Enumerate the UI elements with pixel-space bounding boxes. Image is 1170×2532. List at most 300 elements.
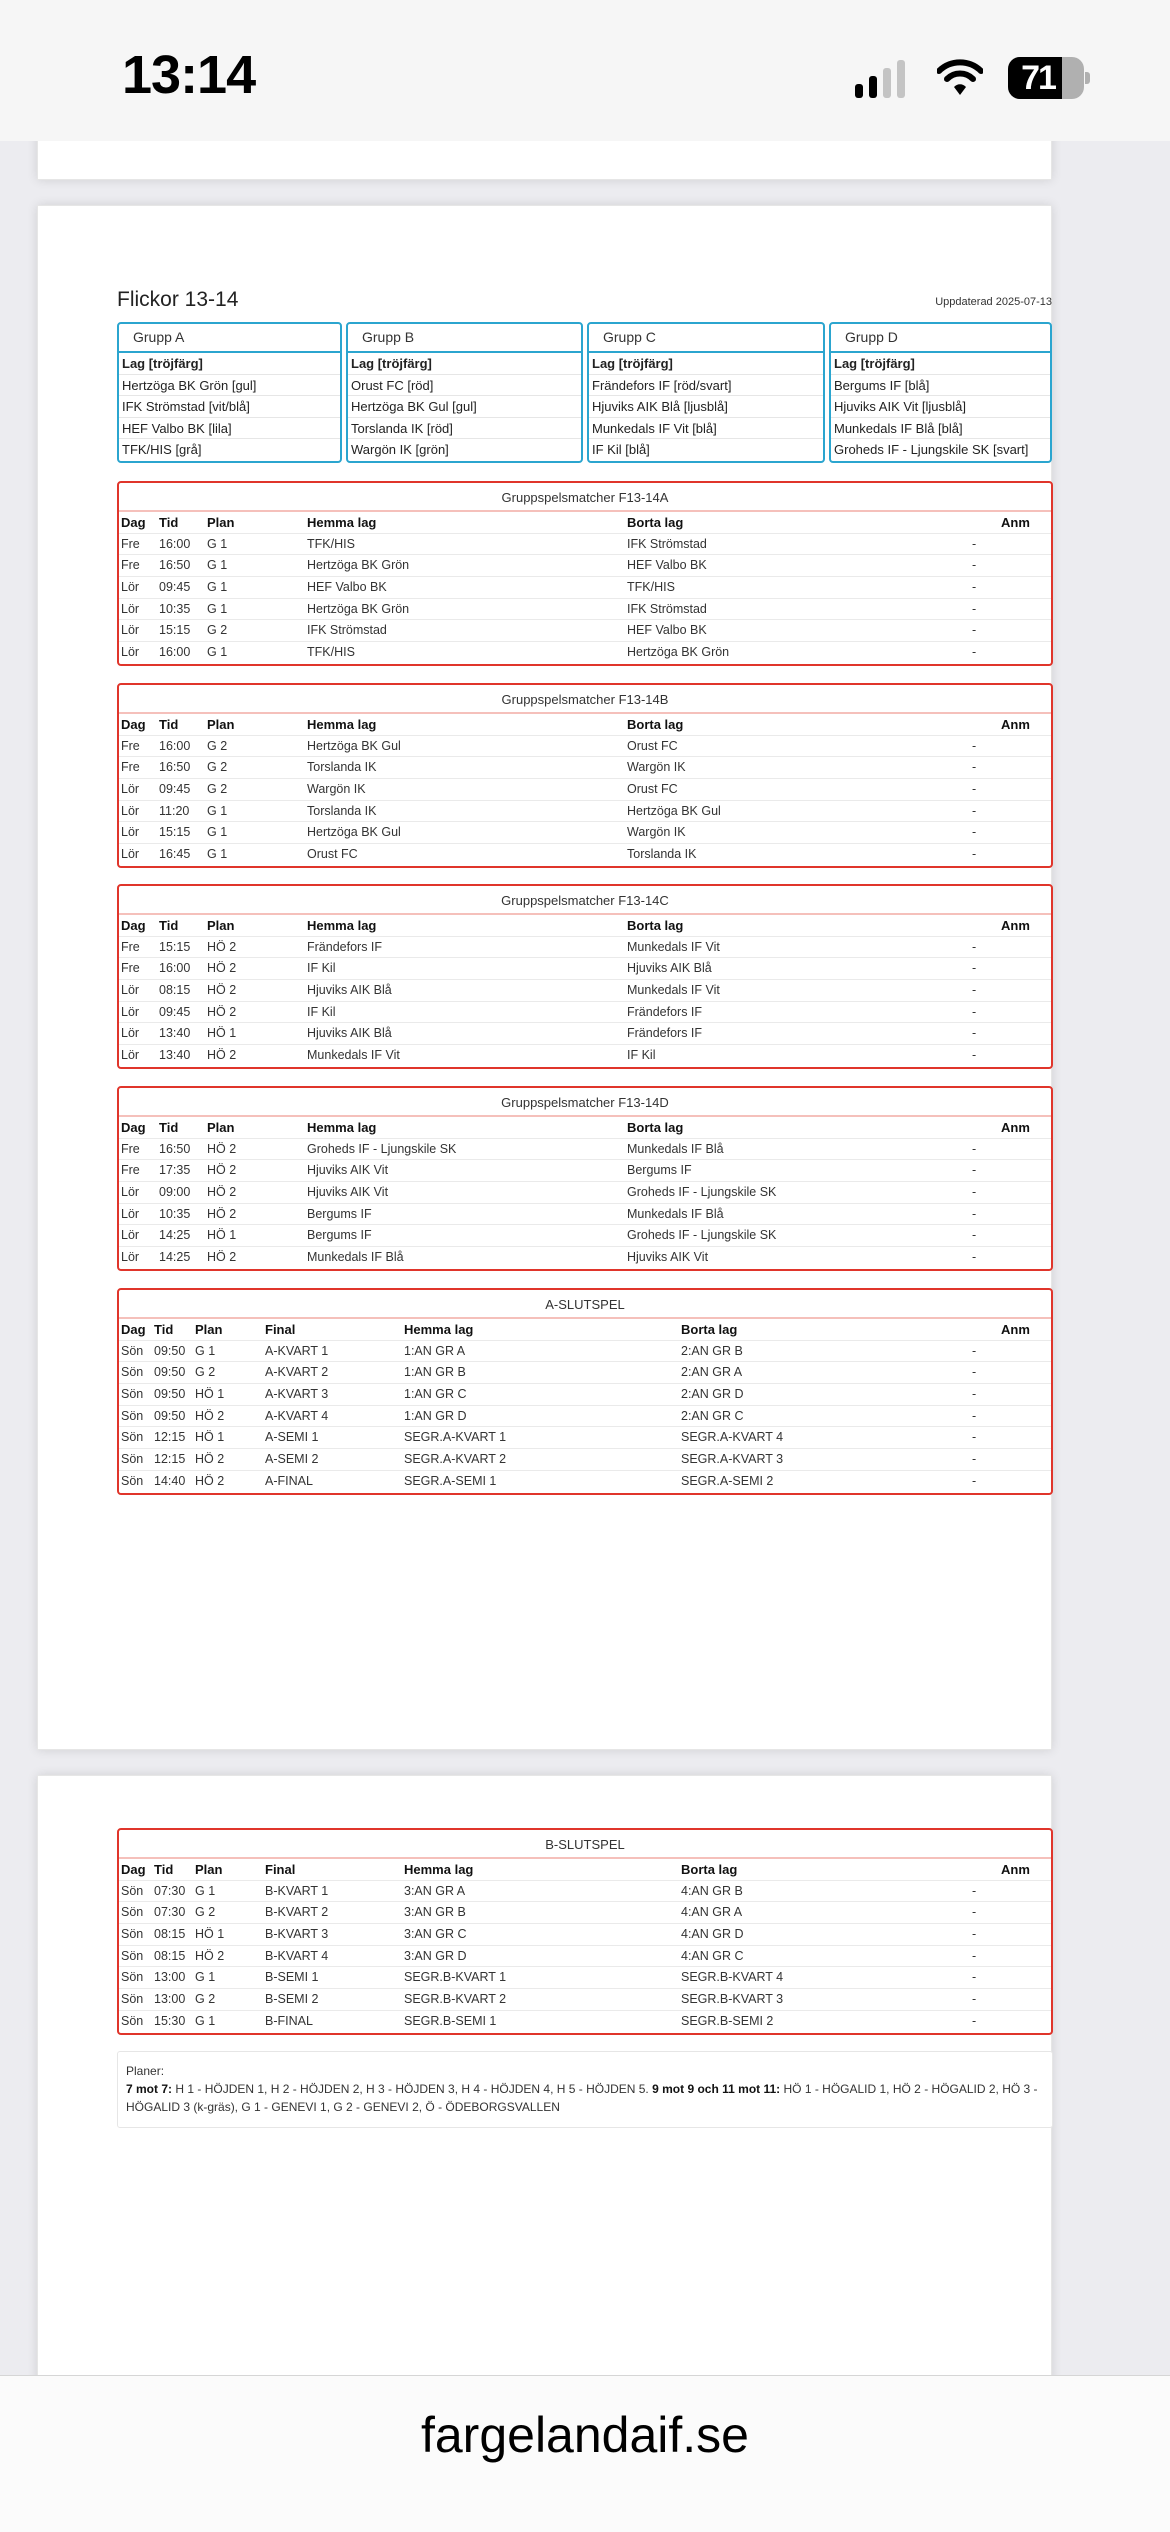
table-row [119, 1341, 1051, 1363]
table-cell: Wargön IK [307, 782, 366, 797]
table-cell: Hertzöga BK Grön [307, 558, 410, 573]
table-cell: HEF Valbo BK [627, 558, 707, 573]
group-team: Hjuviks AIK Blå [ljusblå] [589, 396, 823, 418]
table-cell: Fre [121, 558, 140, 573]
table-cell: G 1 [207, 536, 228, 551]
table-row [119, 1023, 1051, 1045]
column-header: Tid [159, 1120, 179, 1135]
table-cell: 2:AN GR C [681, 1408, 744, 1423]
table-row [119, 534, 1051, 556]
table-cell: Fre [121, 961, 140, 976]
table-cell: Munkedals IF Vit [627, 983, 720, 998]
table-cell: SEGR.A-KVART 2 [404, 1452, 507, 1467]
document-title: Flickor 13-14 [117, 288, 239, 311]
table-cell: 12:15 [154, 1452, 186, 1467]
column-header: Anm [1001, 1862, 1030, 1877]
table-cell: - [972, 536, 977, 551]
table-cell: Lör [121, 1004, 140, 1019]
table-row [119, 1449, 1051, 1471]
table-cell: SEGR.B-KVART 4 [681, 1970, 784, 1985]
table-cell: Groheds IF - Ljungskile SK [627, 1185, 777, 1200]
table-cell: TFK/HIS [307, 536, 355, 551]
table-cell: G 1 [195, 1343, 216, 1358]
table-cell: Munkedals IF Blå [627, 1141, 724, 1156]
table-row [119, 1989, 1051, 2011]
table-cell: Sön [121, 1948, 144, 1963]
group-team: Hjuviks AIK Vit [ljusblå] [831, 396, 1050, 418]
table-cell: 09:45 [159, 580, 191, 595]
table-cell: - [972, 1948, 977, 1963]
table-cell: Fre [121, 760, 140, 775]
table-row [119, 1427, 1051, 1449]
table-cell: G 2 [207, 760, 228, 775]
table-cell: Sön [121, 1927, 144, 1942]
group-name: Grupp B [348, 324, 581, 353]
table-cell: A-KVART 3 [265, 1387, 329, 1402]
table-cell: B-KVART 4 [265, 1948, 329, 1963]
table-cell: HÖ 2 [207, 961, 237, 976]
table-title: A-SLUTSPEL [119, 1290, 1051, 1319]
table-cell: G 2 [207, 623, 228, 638]
group-name: Grupp D [831, 324, 1050, 353]
table-cell: - [972, 1185, 977, 1200]
group-team: Torslanda IK [röd] [348, 418, 581, 440]
column-header: Plan [195, 1322, 223, 1337]
group-team: Frändefors IF [röd/svart] [589, 375, 823, 397]
table-cell: - [972, 580, 977, 595]
table-row [119, 1204, 1051, 1226]
table-cell: - [972, 939, 977, 954]
table-cell: HÖ 2 [207, 1185, 237, 1200]
browser-address-bar[interactable] [0, 2375, 1170, 2532]
table-cell: 4:AN GR B [681, 1883, 743, 1898]
table-cell: Torslanda IK [307, 760, 377, 775]
table-cell: HÖ 2 [207, 1206, 237, 1221]
table-cell: - [972, 1992, 977, 2007]
table-row [119, 1225, 1051, 1247]
table-cell: Hertzöga BK Grön [627, 645, 730, 660]
table-cell: HÖ 2 [207, 1004, 237, 1019]
table-cell: Sön [121, 1970, 144, 1985]
table-cell: G 1 [195, 1970, 216, 1985]
table-cell: - [972, 1387, 977, 1402]
table-cell: 2:AN GR A [681, 1365, 743, 1380]
table-cell: HÖ 2 [207, 1250, 237, 1265]
table-cell: A-KVART 2 [265, 1365, 329, 1380]
table-cell: 1:AN GR D [404, 1408, 467, 1423]
table-cell: 16:00 [159, 961, 191, 976]
table-cell: 1:AN GR C [404, 1387, 467, 1402]
column-header: Borta lag [627, 1120, 684, 1135]
table-cell: Fre [121, 1163, 140, 1178]
table-cell: HÖ 1 [195, 1430, 225, 1445]
column-header: Dag [121, 1862, 146, 1877]
table-row [119, 2011, 1051, 2033]
table-cell: IF Kil [307, 961, 336, 976]
table-cell: IF Kil [627, 1048, 656, 1063]
table-cell: - [972, 601, 977, 616]
playoff-table [117, 1288, 1053, 1495]
table-row [119, 801, 1051, 823]
planer-seven-text: H 1 - HÖJDEN 1, H 2 - HÖJDEN 2, H 3 - HÖJDEN 3, H 4 - HÖJDEN 4, H 5 - HÖJDEN 5. [172, 2082, 653, 2096]
table-cell: Lör [121, 1185, 140, 1200]
column-header: Hemma lag [404, 1322, 474, 1337]
table-cell: - [972, 803, 977, 818]
table-cell: Torslanda IK [307, 803, 377, 818]
planer-nine-text: HÖ 1 - HÖGALID 1, HÖ 2 - HÖGALID 2, HÖ 3 - HÖGALID 3 (k-gräs), G 1 - GENEVI 1, G 2 - GENEVI 2, Ö - ÖDEBORGSVALLEN [126, 2082, 1038, 2114]
table-cell: Lör [121, 1250, 140, 1265]
table-cell: SEGR.A-KVART 3 [681, 1452, 784, 1467]
table-cell: Hjuviks AIK Vit [307, 1185, 389, 1200]
table-cell: 4:AN GR A [681, 1905, 743, 1920]
table-cell: - [972, 1004, 977, 1019]
table-cell: 3:AN GR A [404, 1883, 466, 1898]
status-bar [0, 0, 1170, 141]
table-cell: - [972, 1228, 977, 1243]
table-cell: IFK Strömstad [307, 623, 387, 638]
group-box [346, 322, 583, 463]
table-cell: SEGR.A-KVART 1 [404, 1430, 507, 1445]
table-cell: - [972, 1905, 977, 1920]
table-cell: HÖ 1 [207, 1228, 237, 1243]
column-header: Dag [121, 1120, 146, 1135]
table-cell: Sön [121, 1452, 144, 1467]
column-header: Plan [207, 918, 235, 933]
table-cell: G 1 [207, 645, 228, 660]
column-header: Dag [121, 1322, 146, 1337]
table-cell: 08:15 [154, 1927, 186, 1942]
table-cell: Fre [121, 536, 140, 551]
table-cell: HEF Valbo BK [307, 580, 387, 595]
table-cell: G 1 [207, 601, 228, 616]
table-row [119, 555, 1051, 577]
group-match-table [117, 1086, 1053, 1271]
table-cell: Sön [121, 1408, 144, 1423]
table-cell: 1:AN GR B [404, 1365, 466, 1380]
table-cell: Lör [121, 580, 140, 595]
table-cell: - [972, 1026, 977, 1041]
status-time: 13:14 [122, 45, 256, 105]
table-row [119, 958, 1051, 980]
table-row [119, 1946, 1051, 1968]
table-cell: 2:AN GR D [681, 1387, 744, 1402]
table-cell: G 2 [207, 738, 228, 753]
table-cell: A-FINAL [265, 1473, 313, 1488]
table-row [119, 1002, 1051, 1024]
table-cell: - [972, 782, 977, 797]
table-cell: Lör [121, 623, 140, 638]
table-cell: - [972, 645, 977, 660]
group-team: IF Kil [blå] [592, 442, 650, 457]
table-cell: - [972, 1430, 977, 1445]
table-cell: Lör [121, 825, 140, 840]
table-cell: 3:AN GR B [404, 1905, 466, 1920]
table-cell: - [972, 961, 977, 976]
table-cell: 16:00 [159, 645, 191, 660]
table-cell: B-KVART 1 [265, 1883, 329, 1898]
table-cell: HEF Valbo BK [627, 623, 707, 638]
group-team: Hertzöga BK Grön [gul] [119, 375, 340, 397]
table-cell: SEGR.B-SEMI 1 [404, 2013, 497, 2028]
table-cell: 1:AN GR A [404, 1343, 466, 1358]
table-cell: - [972, 1343, 977, 1358]
battery-level: 71 [1021, 59, 1055, 97]
group-team: Orust FC [röd] [348, 375, 581, 397]
group-name: Grupp A [119, 324, 340, 353]
column-header: Hemma lag [307, 515, 377, 530]
table-cell: Groheds IF - Ljungskile SK [627, 1228, 777, 1243]
column-header: Borta lag [627, 717, 684, 732]
table-cell: G 2 [195, 1905, 216, 1920]
table-cell: - [972, 558, 977, 573]
column-header: Plan [207, 717, 235, 732]
table-cell: 13:40 [159, 1048, 191, 1063]
group-team: Wargön IK [grön] [351, 442, 449, 457]
table-cell: Groheds IF - Ljungskile SK [307, 1141, 457, 1156]
table-row [119, 642, 1051, 664]
table-cell: - [972, 2013, 977, 2028]
table-cell: 09:50 [154, 1408, 186, 1423]
table-cell: - [972, 1206, 977, 1221]
column-header: Hemma lag [307, 717, 377, 732]
table-cell: Lör [121, 1206, 140, 1221]
column-header: Tid [154, 1862, 174, 1877]
table-cell: 13:00 [154, 1970, 186, 1985]
table-cell: Munkedals IF Vit [627, 939, 720, 954]
group-match-table [117, 481, 1053, 666]
table-cell: - [972, 1408, 977, 1423]
table-cell: IFK Strömstad [627, 601, 707, 616]
url-text[interactable]: fargelandaif.se [420, 2407, 749, 2463]
playoff-table [117, 1828, 1053, 2035]
group-box [117, 322, 342, 463]
table-cell: Sön [121, 1387, 144, 1402]
table-cell: G 1 [207, 825, 228, 840]
table-cell: Munkedals IF Blå [307, 1250, 404, 1265]
table-cell: - [972, 1970, 977, 1985]
table-cell: 15:15 [159, 939, 191, 954]
table-row [119, 1045, 1051, 1067]
table-cell: 09:50 [154, 1365, 186, 1380]
table-cell: Orust FC [627, 782, 678, 797]
table-cell: 16:50 [159, 558, 191, 573]
table-cell: Hjuviks AIK Blå [307, 1026, 392, 1041]
table-cell: Orust FC [627, 738, 678, 753]
table-row [119, 1160, 1051, 1182]
table-row [119, 937, 1051, 959]
table-cell: 4:AN GR D [681, 1927, 744, 1942]
group-team: Groheds IF - Ljungskile SK [svart] [834, 442, 1029, 457]
table-cell: Frändefors IF [307, 939, 383, 954]
table-row [119, 844, 1051, 866]
table-cell: G 1 [195, 1883, 216, 1898]
table-cell: 3:AN GR C [404, 1927, 467, 1942]
table-cell: 14:40 [154, 1473, 186, 1488]
table-cell: SEGR.A-SEMI 2 [681, 1473, 774, 1488]
table-cell: 15:15 [159, 623, 191, 638]
table-header-row [119, 915, 1051, 937]
table-cell: - [972, 623, 977, 638]
table-cell: 10:35 [159, 1206, 191, 1221]
table-cell: - [972, 983, 977, 998]
column-header: Hemma lag [307, 1120, 377, 1135]
table-row [119, 1924, 1051, 1946]
table-cell: IFK Strömstad [627, 536, 707, 551]
group-column-header: Lag [tröjfärg] [589, 353, 823, 375]
column-header: Tid [159, 515, 179, 530]
table-row [119, 620, 1051, 642]
table-cell: Lör [121, 645, 140, 660]
group-team: Munkedals IF Vit [blå] [589, 418, 823, 440]
table-cell: Frändefors IF [627, 1004, 703, 1019]
table-header-row [119, 512, 1051, 534]
table-cell: 07:30 [154, 1883, 186, 1898]
table-cell: Orust FC [307, 847, 358, 862]
table-cell: 12:15 [154, 1430, 186, 1445]
table-cell: 13:00 [154, 1992, 186, 2007]
table-row [119, 1471, 1051, 1493]
table-cell: Hjuviks AIK Blå [307, 983, 392, 998]
table-cell: HÖ 1 [207, 1026, 237, 1041]
column-header: Final [265, 1322, 296, 1337]
table-cell: - [972, 1141, 977, 1156]
column-header: Tid [159, 717, 179, 732]
table-cell: 16:45 [159, 847, 191, 862]
column-header: Anm [1001, 717, 1030, 732]
table-row [119, 1247, 1051, 1269]
group-team: Munkedals IF Blå [blå] [831, 418, 1050, 440]
table-cell: - [972, 847, 977, 862]
cellular-signal-icon [855, 58, 907, 98]
table-cell: G 2 [207, 782, 228, 797]
column-header: Borta lag [681, 1322, 738, 1337]
table-cell: 08:15 [159, 983, 191, 998]
table-cell: B-SEMI 2 [265, 1992, 319, 2007]
group-name: Grupp C [589, 324, 823, 353]
table-row [119, 822, 1051, 844]
table-cell: TFK/HIS [307, 645, 355, 660]
table-title: Gruppspelsmatcher F13-14A [119, 483, 1051, 512]
column-header: Anm [1001, 1322, 1030, 1337]
table-cell: - [972, 1452, 977, 1467]
column-header: Plan [207, 515, 235, 530]
group-match-table [117, 884, 1053, 1069]
table-cell: HÖ 2 [207, 1141, 237, 1156]
table-cell: 16:50 [159, 1141, 191, 1156]
table-cell: 10:35 [159, 601, 191, 616]
table-row [119, 757, 1051, 779]
table-cell: A-KVART 4 [265, 1408, 329, 1423]
table-cell: - [972, 1163, 977, 1178]
column-header: Anm [1001, 1120, 1030, 1135]
column-header: Tid [154, 1322, 174, 1337]
table-row [119, 736, 1051, 758]
table-cell: 09:50 [154, 1387, 186, 1402]
table-cell: HÖ 2 [207, 983, 237, 998]
table-cell: Bergums IF [307, 1228, 372, 1243]
table-cell: IF Kil [307, 1004, 336, 1019]
table-cell: - [972, 825, 977, 840]
table-cell: Lör [121, 847, 140, 862]
table-cell: Fre [121, 939, 140, 954]
table-cell: G 1 [207, 847, 228, 862]
column-header: Borta lag [681, 1862, 738, 1877]
table-cell: Munkedals IF Vit [307, 1048, 400, 1063]
group-team: Hertzöga BK Gul [gul] [348, 396, 581, 418]
table-row [119, 1182, 1051, 1204]
table-title: B-SLUTSPEL [119, 1830, 1051, 1859]
table-cell: SEGR.B-KVART 3 [681, 1992, 784, 2007]
column-header: Plan [195, 1862, 223, 1877]
table-cell: - [972, 760, 977, 775]
table-cell: HÖ 2 [207, 1163, 237, 1178]
table-cell: G 1 [207, 803, 228, 818]
table-cell: A-KVART 1 [265, 1343, 329, 1358]
table-row [119, 1362, 1051, 1384]
column-header: Tid [159, 918, 179, 933]
table-cell: A-SEMI 1 [265, 1430, 319, 1445]
table-cell: SEGR.B-SEMI 2 [681, 2013, 774, 2028]
table-cell: 2:AN GR B [681, 1343, 743, 1358]
table-cell: 16:00 [159, 536, 191, 551]
table-cell: SEGR.B-KVART 1 [404, 1970, 507, 1985]
updated-date: Uppdaterad 2025-07-13 [935, 296, 1052, 308]
table-cell: Sön [121, 1992, 144, 2007]
table-cell: HÖ 2 [195, 1408, 225, 1423]
table-row [119, 577, 1051, 599]
table-cell: 11:20 [159, 803, 190, 818]
table-cell: G 1 [195, 2013, 216, 2028]
planer-label: Planer: [126, 2064, 165, 2078]
table-cell: SEGR.A-SEMI 1 [404, 1473, 497, 1488]
table-cell: HÖ 2 [207, 1048, 237, 1063]
table-cell: - [972, 1473, 977, 1488]
table-cell: 09:45 [159, 1004, 191, 1019]
group-column-header: Lag [tröjfärg] [831, 353, 1050, 375]
table-row [119, 1139, 1051, 1161]
group-match-table [117, 683, 1053, 868]
table-header-row [119, 1117, 1051, 1139]
column-header: Anm [1001, 918, 1030, 933]
column-header: Dag [121, 918, 146, 933]
table-cell: Hjuviks AIK Vit [627, 1250, 709, 1265]
table-cell: Hjuviks AIK Blå [627, 961, 712, 976]
table-cell: HÖ 2 [195, 1452, 225, 1467]
group-team: HEF Valbo BK [lila] [119, 418, 340, 440]
table-cell: 09:00 [159, 1185, 191, 1200]
table-title: Gruppspelsmatcher F13-14C [119, 886, 1051, 915]
column-header: Dag [121, 515, 146, 530]
table-cell: Hertzöga BK Gul [307, 738, 401, 753]
table-cell: Sön [121, 2013, 144, 2028]
table-cell: Fre [121, 1141, 140, 1156]
table-cell: Hertzöga BK Grön [307, 601, 410, 616]
column-header: Final [265, 1862, 296, 1877]
table-cell: 3:AN GR D [404, 1948, 467, 1963]
table-cell: Bergums IF [307, 1206, 372, 1221]
wifi-icon [937, 58, 983, 96]
table-cell: Sön [121, 1883, 144, 1898]
table-cell: Sön [121, 1365, 144, 1380]
table-cell: Lör [121, 1026, 140, 1041]
table-cell: Sön [121, 1905, 144, 1920]
table-cell: 4:AN GR C [681, 1948, 744, 1963]
table-cell: 14:25 [159, 1250, 191, 1265]
group-team: TFK/HIS [grå] [122, 442, 202, 457]
table-cell: Sön [121, 1343, 144, 1358]
column-header: Dag [121, 717, 146, 732]
table-cell: 09:50 [154, 1343, 186, 1358]
